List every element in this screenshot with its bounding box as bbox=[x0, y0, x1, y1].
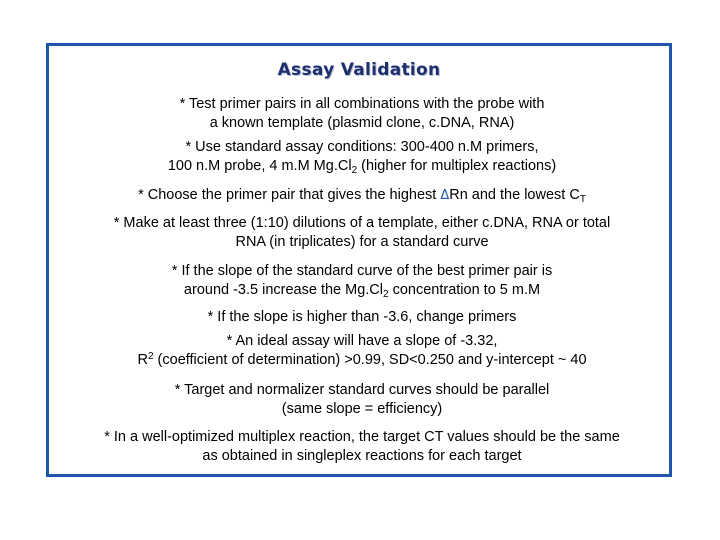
item-line: * Test primer pairs in all combinations with the probe with bbox=[179, 96, 545, 112]
list-item bbox=[35, 428, 689, 466]
list-item bbox=[35, 262, 689, 300]
item-line: * If the slope is higher than -3.6, change primers bbox=[207, 309, 517, 325]
list-item bbox=[35, 186, 689, 205]
item-line: * Target and normalizer standard curves should be parallel bbox=[174, 382, 550, 398]
item-line: a known template (plasmid clone, c.DNA, RNA) bbox=[209, 115, 515, 131]
item-line: * If the slope of the standard curve of the best primer pair is bbox=[171, 263, 553, 279]
item-line: RNA (in triplicates) for a standard curve bbox=[235, 234, 489, 250]
subscript: 2 bbox=[383, 289, 389, 300]
item-line: * Use standard assay conditions: 300-400 n.M primers, bbox=[185, 139, 539, 155]
delta-symbol: Δ bbox=[440, 188, 450, 203]
item-line bbox=[35, 186, 689, 205]
list-item bbox=[35, 138, 689, 176]
item-text: Rn and the lowest C bbox=[449, 187, 580, 203]
item-line bbox=[35, 157, 689, 176]
item-line bbox=[35, 351, 689, 370]
item-text: R bbox=[137, 352, 148, 368]
item-line: (same slope = efficiency) bbox=[281, 401, 443, 417]
list-item bbox=[35, 95, 689, 133]
item-text: (higher for multiplex reactions) bbox=[357, 158, 557, 174]
list-item bbox=[35, 332, 689, 370]
subscript: 2 bbox=[351, 165, 358, 176]
item-line: as obtained in singleplex reactions for each target bbox=[202, 448, 522, 464]
item-text: concentration to 5 m.M bbox=[388, 282, 541, 298]
item-text: around -3.5 increase the Mg.Cl bbox=[183, 282, 383, 298]
subscript: T bbox=[579, 194, 586, 205]
item-line: * Make at least three (1:10) dilutions of a template, either c.DNA, RNA or total bbox=[113, 215, 611, 231]
list-item bbox=[35, 308, 689, 327]
item-text: (coefficient of determination) >0.99, SD<0.250 and y-intercept ~ 40 bbox=[153, 352, 587, 368]
item-line: * An ideal assay will have a slope of -3.32, bbox=[226, 333, 498, 349]
list-item bbox=[35, 381, 689, 419]
page-title: Assay Validation bbox=[277, 60, 441, 80]
item-text: * Choose the primer pair that gives the highest bbox=[138, 187, 441, 203]
item-line bbox=[35, 281, 689, 300]
content-panel bbox=[46, 43, 672, 477]
list-item bbox=[35, 214, 689, 252]
item-line: * In a well-optimized multiplex reaction, the target CT values should be the same bbox=[104, 429, 620, 445]
item-text: 100 n.M probe, 4 m.M Mg.Cl bbox=[167, 158, 352, 174]
superscript: 2 bbox=[147, 351, 154, 362]
